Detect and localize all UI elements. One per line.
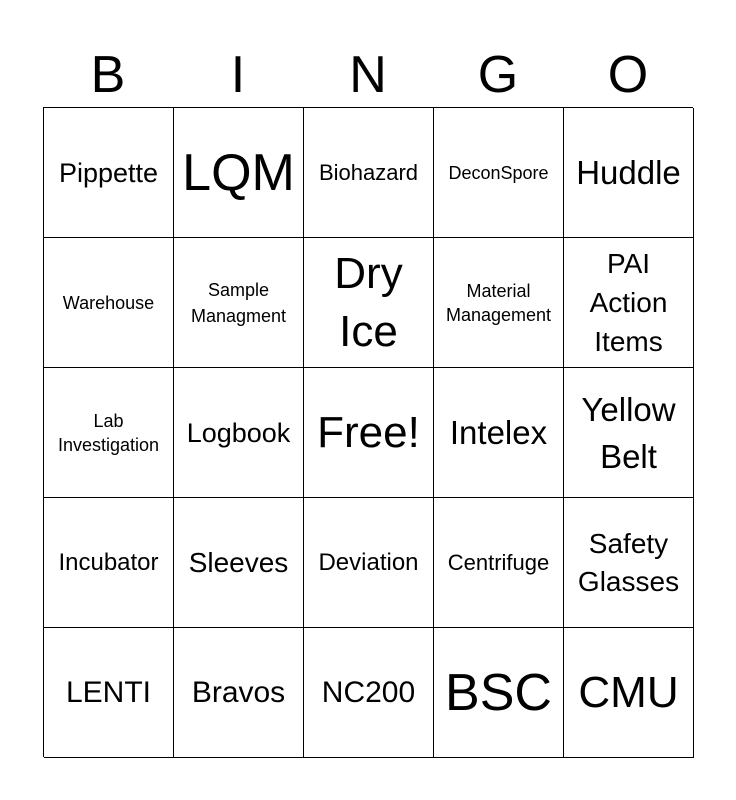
cell-label: Safety Glasses xyxy=(577,527,680,597)
bingo-cell[interactable] xyxy=(44,238,174,368)
header-letter-i: I xyxy=(230,46,246,104)
cell-label: Sleeves xyxy=(188,546,289,578)
bingo-cell[interactable] xyxy=(434,628,564,758)
bingo-cell[interactable] xyxy=(304,238,434,368)
cell-label: PAI Action Items xyxy=(589,248,668,357)
bingo-cell[interactable] xyxy=(304,108,434,238)
cell-label: Material Management xyxy=(445,280,552,325)
cell-label: Sample Managment xyxy=(190,279,287,326)
bingo-cell[interactable] xyxy=(564,368,694,498)
bingo-cell[interactable] xyxy=(564,108,694,238)
header-letter-b: B xyxy=(90,46,126,104)
cell-label: Centrifuge xyxy=(447,549,550,575)
bingo-board xyxy=(43,107,693,757)
header-letter-g: G xyxy=(477,46,519,104)
header-letter-n: N xyxy=(349,46,387,104)
bingo-cell[interactable] xyxy=(564,498,694,628)
cell-label: BSC xyxy=(445,663,552,722)
cell-label: Intelex xyxy=(449,413,548,451)
bingo-cell[interactable] xyxy=(434,368,564,498)
cell-label: Biohazard xyxy=(318,159,419,185)
bingo-cell[interactable] xyxy=(44,498,174,628)
bingo-cell[interactable] xyxy=(174,498,304,628)
bingo-cell[interactable] xyxy=(304,628,434,758)
bingo-cell[interactable] xyxy=(434,238,564,368)
cell-label: Bravos xyxy=(191,675,286,709)
cell-label: LENTI xyxy=(65,675,152,709)
bingo-cell[interactable] xyxy=(44,628,174,758)
cell-label: Dry Ice xyxy=(334,248,403,356)
header-letter-o: O xyxy=(607,46,649,104)
bingo-cell[interactable] xyxy=(44,368,174,498)
cell-label: Deviation xyxy=(318,548,419,576)
bingo-cell[interactable] xyxy=(174,108,304,238)
bingo-cell[interactable] xyxy=(174,238,304,368)
bingo-cell[interactable] xyxy=(434,498,564,628)
cell-label: LQM xyxy=(182,143,295,202)
bingo-cell[interactable] xyxy=(564,238,694,368)
cell-label: Warehouse xyxy=(62,292,155,313)
bingo-cell[interactable] xyxy=(304,498,434,628)
cell-label: Free! xyxy=(317,407,420,457)
bingo-cell[interactable] xyxy=(174,368,304,498)
cell-label: DeconSpore xyxy=(448,162,549,183)
cell-label: Yellow Belt xyxy=(581,390,676,475)
bingo-cell[interactable] xyxy=(44,108,174,238)
bingo-header xyxy=(43,44,693,106)
bingo-cell[interactable] xyxy=(304,368,434,498)
cell-label: CMU xyxy=(578,667,679,717)
cell-label: Incubator xyxy=(58,548,159,576)
bingo-cell[interactable] xyxy=(564,628,694,758)
cell-label: Lab Investigation xyxy=(57,410,160,455)
cell-label: Logbook xyxy=(186,417,291,448)
cell-label: NC200 xyxy=(321,675,416,709)
cell-label: Huddle xyxy=(576,153,681,191)
cell-label: Pippette xyxy=(58,157,159,188)
bingo-cell[interactable] xyxy=(434,108,564,238)
bingo-cell[interactable] xyxy=(174,628,304,758)
